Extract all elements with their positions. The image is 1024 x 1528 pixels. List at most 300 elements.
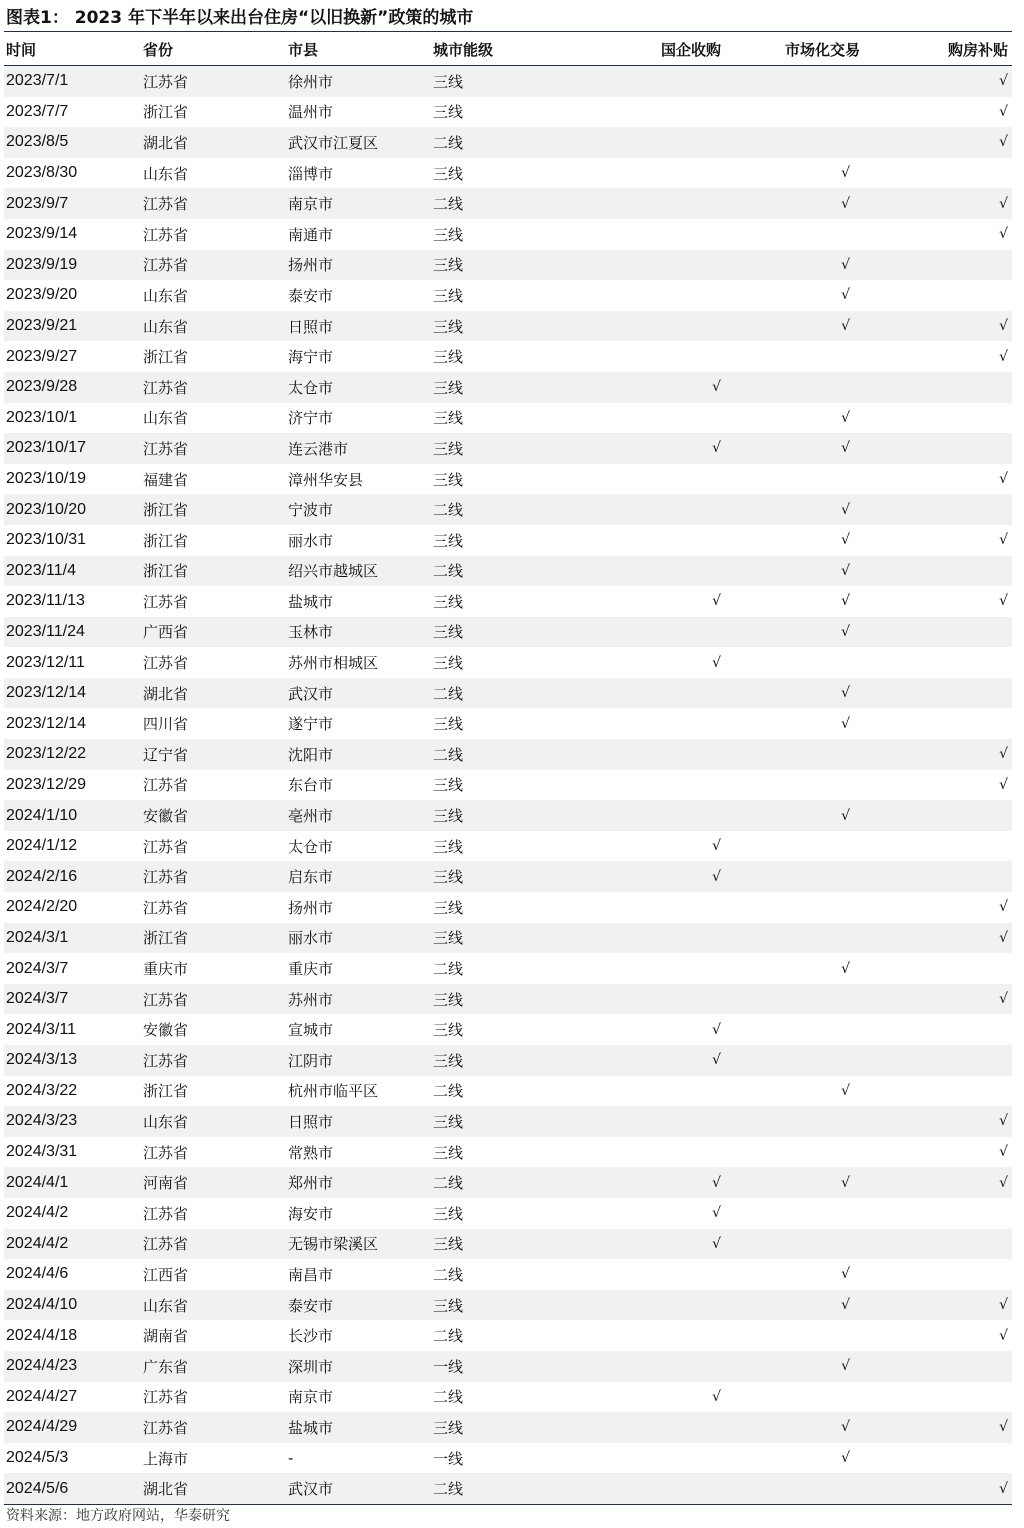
cell-city: 玉林市 <box>286 617 431 648</box>
cell-soe-purchase: √ <box>712 654 721 671</box>
cell-province: 浙江省 <box>141 923 286 954</box>
cell-purchase-subsidy <box>866 280 1012 311</box>
cell-city: 泰安市 <box>286 1290 431 1321</box>
cell-city: 沈阳市 <box>286 739 431 770</box>
cell-purchase-subsidy <box>866 1014 1012 1045</box>
cell-purchase-subsidy <box>866 1443 1012 1474</box>
cell-city-tier: 三线 <box>433 1143 464 1162</box>
cell-purchase-subsidy: √ <box>866 188 1012 219</box>
table-row <box>4 250 1012 281</box>
cell-purchase-subsidy: √ <box>866 1106 1012 1137</box>
cell-city-tier: 三线 <box>433 470 464 489</box>
cell-province: 安徽省 <box>141 800 286 831</box>
cell-city: 日照市 <box>286 311 431 342</box>
cell-purchase-subsidy: √ <box>999 226 1008 243</box>
cell-city: 深圳市 <box>286 1351 431 1382</box>
cell-purchase-subsidy <box>866 494 1012 525</box>
cell-date: 2023/11/13 <box>6 592 85 610</box>
cell-market-trade <box>721 923 866 954</box>
table-row <box>4 800 1012 831</box>
cell-purchase-subsidy <box>866 861 1012 892</box>
cell-soe-purchase <box>576 1473 721 1504</box>
cell-purchase-subsidy: √ <box>866 1290 1012 1321</box>
cell-soe-purchase <box>576 770 721 801</box>
cell-date: 2024/4/23 <box>4 1351 141 1382</box>
table-row <box>4 617 1012 648</box>
cell-date: 2024/1/10 <box>4 800 141 831</box>
cell-market-trade: √ <box>841 593 850 610</box>
cell-purchase-subsidy <box>866 1382 1012 1413</box>
cell-province: 江苏省 <box>143 1204 189 1223</box>
cell-city-tier: 三线 <box>431 1229 576 1260</box>
cell-city-tier: 二线 <box>433 1327 464 1346</box>
cell-city-tier: 三线 <box>431 250 576 281</box>
cell-market-trade: √ <box>721 1412 866 1443</box>
cell-market-trade <box>721 1229 866 1260</box>
cell-soe-purchase <box>576 127 721 158</box>
cell-province: 江苏省 <box>143 898 189 917</box>
cell-city-tier: 三线 <box>433 348 464 367</box>
cell-date: 2023/9/20 <box>6 286 78 304</box>
cell-city: 南通市 <box>288 225 334 244</box>
cell-soe-purchase <box>576 1259 721 1290</box>
cell-date: 2023/10/20 <box>4 494 141 525</box>
cell-province: 江苏省 <box>143 654 189 673</box>
cell-purchase-subsidy <box>866 433 1012 464</box>
cell-province: 江苏省 <box>141 250 286 281</box>
cell-city-tier: 三线 <box>431 1045 576 1076</box>
cell-soe-purchase <box>576 311 721 342</box>
cell-purchase-subsidy <box>866 158 1012 189</box>
cell-date: 2024/5/6 <box>4 1473 141 1504</box>
cell-date: 2024/3/22 <box>6 1081 78 1099</box>
cell-date: 2023/12/14 <box>4 678 141 709</box>
cell-city-tier: 二线 <box>431 739 576 770</box>
cell-city-tier: 二线 <box>433 1265 464 1284</box>
cell-city-tier: 三线 <box>431 1106 576 1137</box>
cell-province: 江苏省 <box>143 1143 189 1162</box>
cell-market-trade <box>721 1382 866 1413</box>
cell-soe-purchase <box>576 1320 721 1351</box>
cell-market-trade <box>721 219 866 250</box>
cell-province: 江苏省 <box>143 1388 189 1407</box>
cell-province: 山东省 <box>143 286 189 305</box>
cell-province: 湖北省 <box>141 678 286 709</box>
cell-city-tier: 二线 <box>431 188 576 219</box>
cell-purchase-subsidy: √ <box>999 776 1008 793</box>
cell-market-trade: √ <box>721 556 866 587</box>
cell-date: 2023/10/1 <box>6 408 78 426</box>
cell-soe-purchase <box>576 1412 721 1443</box>
cell-soe-purchase <box>576 1351 721 1382</box>
cell-purchase-subsidy: √ <box>866 311 1012 342</box>
cell-soe-purchase <box>576 617 721 648</box>
cell-purchase-subsidy: √ <box>999 1327 1008 1344</box>
cell-province: 重庆市 <box>143 960 189 979</box>
cell-purchase-subsidy: √ <box>866 923 1012 954</box>
cell-date: 2023/8/30 <box>6 164 78 182</box>
cell-date: 2024/4/2 <box>6 1204 69 1222</box>
cell-market-trade <box>721 892 866 923</box>
cell-purchase-subsidy <box>866 1229 1012 1260</box>
cell-date: 2023/11/4 <box>4 556 141 587</box>
cell-province: 广西省 <box>141 617 286 648</box>
cell-city-tier: 二线 <box>433 1388 464 1407</box>
cell-market-trade: √ <box>841 715 850 732</box>
cell-purchase-subsidy: √ <box>999 1144 1008 1161</box>
table-row <box>4 1076 1012 1107</box>
cell-province: 福建省 <box>143 470 189 489</box>
cell-soe-purchase <box>576 97 721 128</box>
table-row <box>4 1106 1012 1137</box>
header-date: 时间 <box>4 34 141 66</box>
cell-city-tier: 三线 <box>431 861 576 892</box>
cell-city: 南京市 <box>288 1388 334 1407</box>
cell-province: 河南省 <box>141 1167 286 1198</box>
cell-purchase-subsidy <box>866 372 1012 403</box>
table-row <box>4 678 1012 709</box>
cell-purchase-subsidy <box>866 617 1012 648</box>
cell-date: 2023/7/7 <box>6 102 69 120</box>
cell-date: 2023/8/5 <box>4 127 141 158</box>
cell-province: 山东省 <box>143 409 189 428</box>
cell-city: 武汉市 <box>286 1473 431 1504</box>
cell-province: 浙江省 <box>143 348 189 367</box>
cell-city: 绍兴市越城区 <box>286 556 431 587</box>
cell-purchase-subsidy <box>866 1351 1012 1382</box>
table-row <box>4 97 1012 128</box>
cell-date: 2024/3/23 <box>4 1106 141 1137</box>
cell-soe-purchase <box>576 1290 721 1321</box>
cell-city: 武汉市 <box>286 678 431 709</box>
cell-market-trade <box>721 1014 866 1045</box>
cell-soe-purchase <box>576 341 721 372</box>
table-row <box>4 1045 1012 1076</box>
cell-date: 2023/12/22 <box>4 739 141 770</box>
cell-soe-purchase <box>576 923 721 954</box>
cell-soe-purchase <box>576 219 721 250</box>
cell-soe-purchase: √ <box>712 1205 721 1222</box>
cell-province: 安徽省 <box>143 1021 189 1040</box>
cell-city: 宁波市 <box>286 494 431 525</box>
table-row <box>4 831 1012 862</box>
cell-purchase-subsidy <box>866 556 1012 587</box>
cell-city: 扬州市 <box>288 898 334 917</box>
table-row <box>4 647 1012 678</box>
cell-province: 浙江省 <box>143 103 189 122</box>
cell-city-tier: 三线 <box>433 715 464 734</box>
table-row <box>4 525 1012 556</box>
cell-date: 2024/3/13 <box>4 1045 141 1076</box>
cell-date: 2024/4/2 <box>4 1229 141 1260</box>
cell-date: 2023/12/14 <box>6 714 87 732</box>
cell-province: 浙江省 <box>141 556 286 587</box>
cell-date: 2023/9/14 <box>6 225 78 243</box>
cell-city-tier: 三线 <box>431 1290 576 1321</box>
cell-city: 丽水市 <box>288 531 334 550</box>
cell-market-trade <box>721 831 866 862</box>
table-row <box>4 1229 1012 1260</box>
cell-soe-purchase <box>576 708 721 739</box>
table-row <box>4 1014 1012 1045</box>
cell-date: 2024/3/1 <box>4 923 141 954</box>
cell-purchase-subsidy <box>866 1259 1012 1290</box>
cell-city-tier: 一线 <box>433 1449 464 1468</box>
cell-city-tier: 三线 <box>433 1204 464 1223</box>
table-row <box>4 1320 1012 1351</box>
cell-city-tier: 三线 <box>433 776 464 795</box>
cell-soe-purchase: √ <box>712 1388 721 1405</box>
cell-city: 东台市 <box>288 776 334 795</box>
cell-city: 盐城市 <box>288 592 334 611</box>
cell-purchase-subsidy: √ <box>866 66 1012 97</box>
cell-city: 郑州市 <box>286 1167 431 1198</box>
cell-purchase-subsidy: √ <box>866 127 1012 158</box>
table-row <box>4 923 1012 954</box>
header-province: 省份 <box>141 34 286 66</box>
cell-province: 江苏省 <box>141 433 286 464</box>
cell-date: 2023/7/1 <box>4 66 141 97</box>
cell-city-tier: 二线 <box>431 127 576 158</box>
cell-purchase-subsidy: √ <box>999 899 1008 916</box>
cell-province: 山东省 <box>141 1290 286 1321</box>
cell-purchase-subsidy <box>866 1045 1012 1076</box>
cell-city: 连云港市 <box>286 433 431 464</box>
cell-city-tier: 三线 <box>431 923 576 954</box>
cell-city: 南昌市 <box>288 1265 334 1284</box>
table-row <box>4 1443 1012 1474</box>
cell-market-trade: √ <box>841 287 850 304</box>
table-row <box>4 953 1012 984</box>
table-row <box>4 219 1012 250</box>
cell-purchase-subsidy: √ <box>866 739 1012 770</box>
cell-market-trade: √ <box>721 1351 866 1382</box>
cell-date: 2023/11/24 <box>4 617 141 648</box>
cell-province: 江苏省 <box>143 225 189 244</box>
cell-city: 泰安市 <box>288 286 334 305</box>
table-row <box>4 127 1012 158</box>
cell-market-trade: √ <box>841 1450 850 1467</box>
cell-city: 海安市 <box>288 1204 334 1223</box>
cell-market-trade: √ <box>721 311 866 342</box>
cell-date: 2023/9/28 <box>4 372 141 403</box>
cell-city-tier: 三线 <box>433 103 464 122</box>
cell-province: 江苏省 <box>141 1412 286 1443</box>
cell-date: 2024/3/7 <box>4 984 141 1015</box>
table-row <box>4 494 1012 525</box>
table-row <box>4 311 1012 342</box>
cell-city: 杭州市临平区 <box>288 1082 379 1101</box>
cell-purchase-subsidy: √ <box>866 984 1012 1015</box>
table-row <box>4 1167 1012 1198</box>
cell-market-trade <box>721 127 866 158</box>
table-row <box>4 403 1012 434</box>
cell-soe-purchase <box>576 984 721 1015</box>
cell-soe-purchase <box>576 66 721 97</box>
table-row <box>4 708 1012 739</box>
cell-city: 徐州市 <box>286 66 431 97</box>
cell-date: 2023/10/31 <box>6 531 87 549</box>
cell-date: 2024/3/11 <box>6 1020 76 1038</box>
cell-market-trade <box>721 647 866 678</box>
cell-market-trade: √ <box>841 532 850 549</box>
cell-province: 四川省 <box>143 715 189 734</box>
cell-date: 2024/2/16 <box>4 861 141 892</box>
table-row <box>4 1259 1012 1290</box>
cell-purchase-subsidy <box>866 800 1012 831</box>
cell-market-trade: √ <box>721 1167 866 1198</box>
cell-city-tier: 二线 <box>431 1473 576 1504</box>
cell-city-tier: 三线 <box>433 531 464 550</box>
cell-market-trade: √ <box>721 1290 866 1321</box>
cell-market-trade <box>721 1473 866 1504</box>
cell-purchase-subsidy <box>866 953 1012 984</box>
cell-market-trade <box>721 372 866 403</box>
cell-city: 漳州华安县 <box>288 470 364 489</box>
cell-province: 湖北省 <box>141 127 286 158</box>
cell-market-trade <box>721 1320 866 1351</box>
cell-purchase-subsidy: √ <box>999 532 1008 549</box>
table-row <box>4 158 1012 189</box>
header-market-trade: 市场化交易 <box>721 34 866 66</box>
cell-city-tier: 三线 <box>431 617 576 648</box>
cell-market-trade: √ <box>841 1082 850 1099</box>
cell-city-tier: 三线 <box>431 372 576 403</box>
cell-date: 2024/3/31 <box>6 1143 78 1161</box>
cell-city-tier: 三线 <box>433 654 464 673</box>
cell-province: 江苏省 <box>143 776 189 795</box>
cell-city-tier: 三线 <box>431 800 576 831</box>
table-row <box>4 586 1012 617</box>
cell-city: 宣城市 <box>288 1021 334 1040</box>
figure-title: 图表1： 2023 年下半年以来出台住房“以旧换新”政策的城市 <box>6 8 474 28</box>
cell-city: - <box>288 1449 294 1468</box>
cell-purchase-subsidy: √ <box>999 593 1008 610</box>
cell-soe-purchase <box>576 188 721 219</box>
cell-city: 遂宁市 <box>288 715 334 734</box>
cell-soe-purchase <box>576 739 721 770</box>
cell-soe-purchase: √ <box>576 372 721 403</box>
cell-city-tier: 一线 <box>431 1351 576 1382</box>
cell-soe-purchase: √ <box>712 838 721 855</box>
cell-market-trade <box>721 341 866 372</box>
cell-market-trade <box>721 1045 866 1076</box>
cell-soe-purchase: √ <box>576 1167 721 1198</box>
cell-purchase-subsidy: √ <box>866 1473 1012 1504</box>
cell-city: 长沙市 <box>288 1327 334 1346</box>
cell-city: 江阴市 <box>286 1045 431 1076</box>
cell-soe-purchase <box>576 556 721 587</box>
cell-city: 温州市 <box>288 103 334 122</box>
table-row <box>4 1137 1012 1168</box>
cell-market-trade <box>721 97 866 128</box>
cell-city-tier: 三线 <box>431 311 576 342</box>
cell-date: 2023/10/17 <box>4 433 141 464</box>
cell-date: 2024/3/7 <box>6 959 69 977</box>
cell-city: 南京市 <box>286 188 431 219</box>
cell-date: 2023/9/21 <box>4 311 141 342</box>
cell-province: 浙江省 <box>143 1082 189 1101</box>
cell-market-trade: √ <box>841 1266 850 1283</box>
cell-city-tier: 三线 <box>433 898 464 917</box>
cell-province: 广东省 <box>141 1351 286 1382</box>
cell-province: 江苏省 <box>141 984 286 1015</box>
cell-city: 亳州市 <box>286 800 431 831</box>
cell-city: 武汉市江夏区 <box>286 127 431 158</box>
cell-market-trade: √ <box>721 800 866 831</box>
cell-market-trade: √ <box>721 250 866 281</box>
cell-city-tier: 三线 <box>433 1021 464 1040</box>
cell-soe-purchase <box>576 280 721 311</box>
table-row <box>4 66 1012 97</box>
cell-city-tier: 三线 <box>433 409 464 428</box>
table-row <box>4 770 1012 801</box>
cell-soe-purchase <box>576 403 721 434</box>
cell-date: 2024/4/10 <box>4 1290 141 1321</box>
table-row <box>4 341 1012 372</box>
cell-market-trade: √ <box>721 678 866 709</box>
cell-date: 2023/9/19 <box>4 250 141 281</box>
cell-soe-purchase <box>576 1137 721 1168</box>
cell-date: 2023/9/27 <box>6 347 78 365</box>
cell-soe-purchase: √ <box>576 1045 721 1076</box>
cell-market-trade: √ <box>721 433 866 464</box>
cell-soe-purchase <box>576 678 721 709</box>
table-row <box>4 1351 1012 1382</box>
cell-soe-purchase <box>576 250 721 281</box>
cell-purchase-subsidy <box>866 250 1012 281</box>
cell-city: 丽水市 <box>286 923 431 954</box>
cell-purchase-subsidy <box>866 1198 1012 1229</box>
cell-province: 江苏省 <box>141 372 286 403</box>
cell-soe-purchase <box>576 494 721 525</box>
source-note: 资料来源：地方政府网站，华泰研究 <box>6 1508 230 1524</box>
cell-date: 2024/5/3 <box>6 1449 69 1467</box>
cell-city: 启东市 <box>286 861 431 892</box>
table-row <box>4 892 1012 923</box>
cell-date: 2024/4/6 <box>6 1265 69 1283</box>
cell-city-tier: 三线 <box>431 984 576 1015</box>
cell-date: 2023/10/19 <box>6 470 87 488</box>
cell-market-trade: √ <box>721 494 866 525</box>
cell-city-tier: 二线 <box>433 960 464 979</box>
cell-purchase-subsidy: √ <box>999 103 1008 120</box>
cell-purchase-subsidy: √ <box>999 348 1008 365</box>
cell-date: 2024/2/20 <box>6 898 78 916</box>
cell-market-trade: √ <box>721 188 866 219</box>
title-rule <box>4 31 1012 32</box>
cell-purchase-subsidy: √ <box>866 1167 1012 1198</box>
table-row <box>4 1412 1012 1443</box>
cell-city-tier: 二线 <box>431 1167 576 1198</box>
cell-soe-purchase <box>576 1076 721 1107</box>
cell-market-trade <box>721 1106 866 1137</box>
cell-soe-purchase: √ <box>576 861 721 892</box>
header-city: 市县 <box>286 34 431 66</box>
cell-market-trade <box>721 1198 866 1229</box>
cell-purchase-subsidy: √ <box>999 471 1008 488</box>
cell-date: 2024/4/29 <box>4 1412 141 1443</box>
cell-city: 常熟市 <box>288 1143 334 1162</box>
cell-date: 2023/12/11 <box>6 653 85 671</box>
cell-market-trade <box>721 984 866 1015</box>
cell-soe-purchase: √ <box>712 1021 721 1038</box>
cell-city-tier: 二线 <box>431 494 576 525</box>
cell-city: 苏州市 <box>286 984 431 1015</box>
cell-purchase-subsidy <box>866 678 1012 709</box>
cell-city: 盐城市 <box>286 1412 431 1443</box>
policy-table <box>4 34 1012 1505</box>
